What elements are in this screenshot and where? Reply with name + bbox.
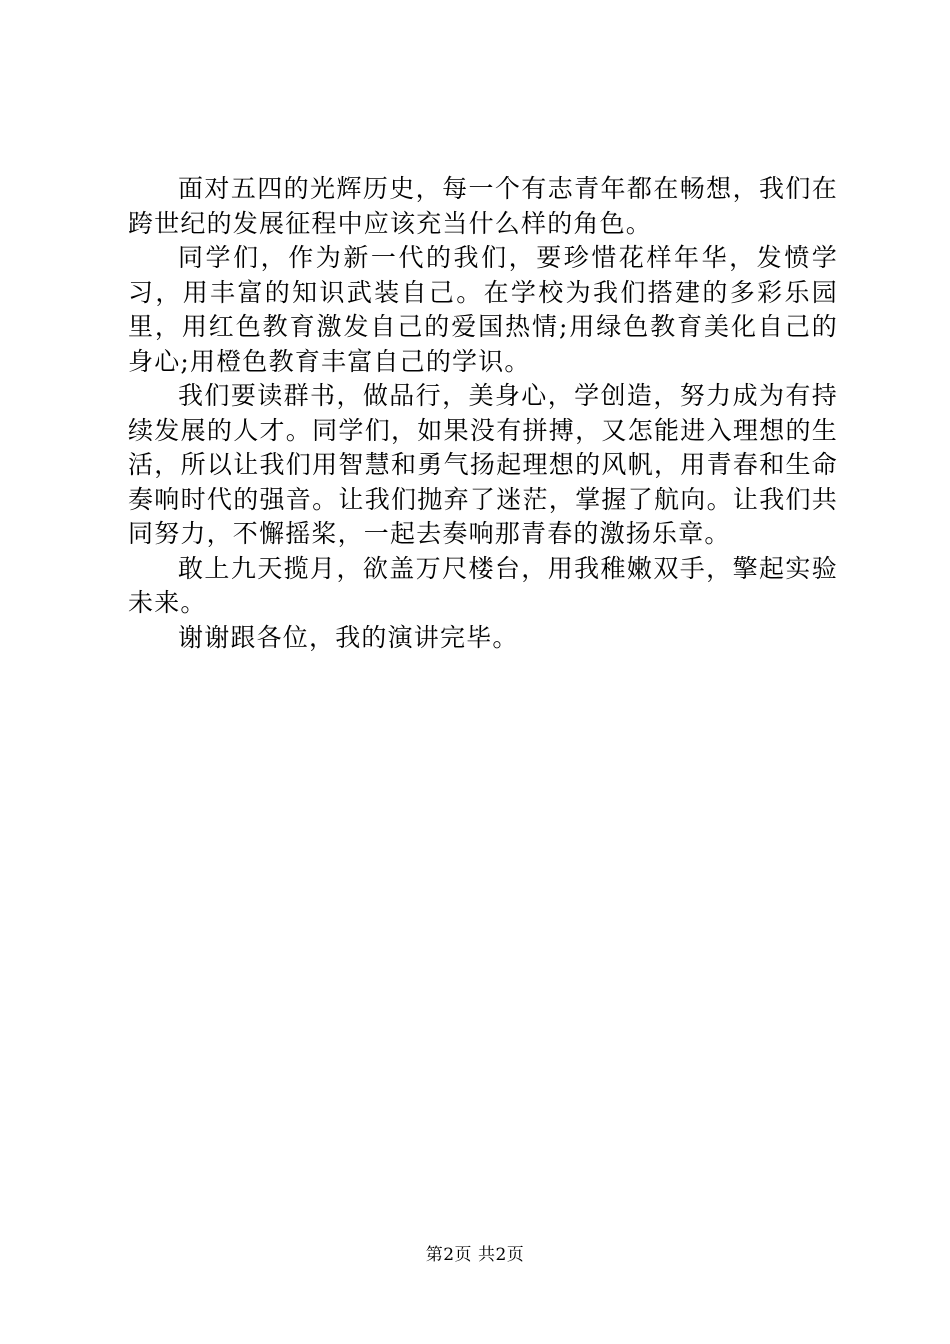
paragraph-1: 面对五四的光辉历史，每一个有志青年都在畅想，我们在跨世纪的发展征程中应该充当什么样的角色。 [128, 174, 838, 238]
paragraph-2: 同学们，作为新一代的我们，要珍惜花样年华，发愤学习，用丰富的知识武装自己。在学校为我们搭建的多彩乐园里，用红色教育激发自己的爱国热情;用绿色教育美化自己的身心;用橙色教育丰富自己的学识。 [128, 243, 838, 376]
speech-body [128, 172, 838, 655]
paragraph-3: 我们要读群书，做品行，美身心，学创造，努力成为有持续发展的人才。同学们，如果没有拼搏，又怎能进入理想的生活，所以让我们用智慧和勇气扬起理想的风帆，用青春和生命奏响时代的强音。让我们抛弃了迷茫，掌握了航向。让我们共同努力，不懈摇桨，一起去奏响那青春的激扬乐章。 [128, 381, 838, 548]
paragraph-4: 敢上九天揽月，欲盖万尺楼台，用我稚嫩双手，擎起实验未来。 [128, 553, 838, 617]
page-number-footer: 第2页 共2页 [425, 1245, 525, 1265]
paragraph-5: 谢谢跟各位，我的演讲完毕。 [178, 622, 519, 652]
